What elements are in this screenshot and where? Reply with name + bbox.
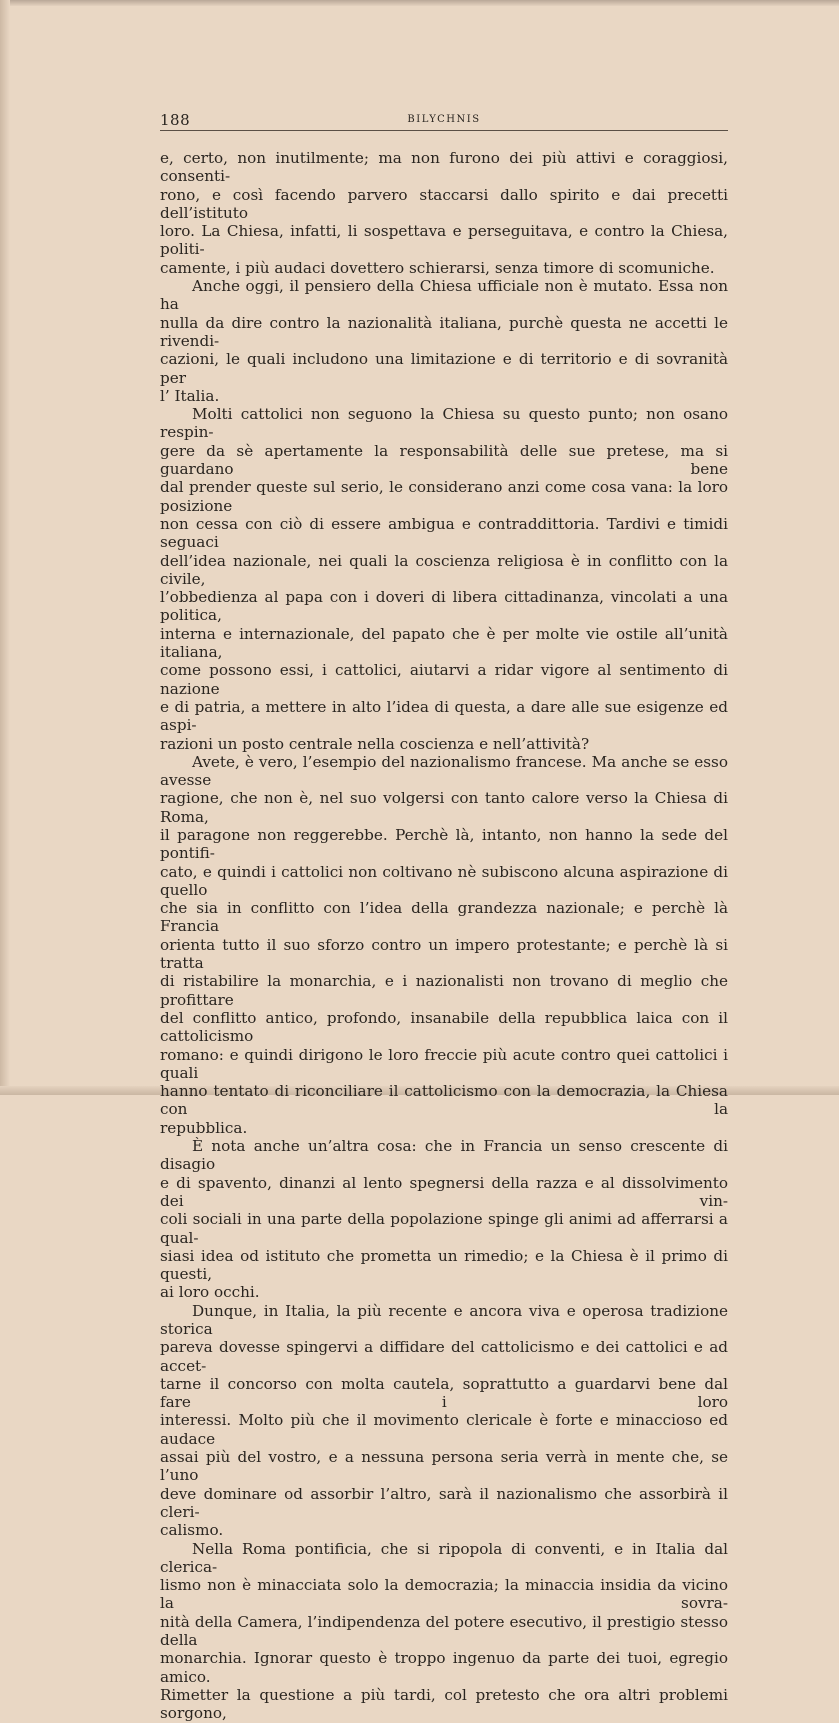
text-line: nulla da dire contro la nazionalità italiana, purchè questa ne accetti le rivendi- — [160, 313, 728, 350]
text-line: razioni un posto centrale nella coscienza e nell’attività? — [160, 734, 590, 753]
text-line: ai loro occhi. — [160, 1283, 260, 1302]
paragraph — [160, 1540, 728, 1723]
paragraph — [160, 1302, 728, 1540]
text-line: nità della Camera, l’indipendenza del potere esecutivo, il prestigio stesso della — [160, 1612, 728, 1650]
text-line: Nella Roma pontificia, che si ripopola di conventi, e in Italia dal clerica- — [160, 1539, 728, 1576]
text-line: Dunque, in Italia, la più recente e ancora viva e operosa tradizione storica — [160, 1301, 728, 1338]
body-text — [160, 149, 728, 1723]
text-line: loro. La Chiesa, infatti, li sospettava e perseguitava, e contro la Chiesa, politi- — [160, 222, 728, 259]
text-line: siasi idea od istituto che prometta un rimedio; e la Chiesa è il primo di questi, — [160, 1246, 728, 1284]
page-number: 188 — [160, 111, 191, 129]
paragraph — [160, 405, 728, 753]
text-line: tarne il concorso con molta cautela, soprattutto a guardarvi bene dal fare i loro — [160, 1374, 728, 1412]
text-line: hanno tentato di riconciliare il cattolicismo con la democrazia, la Chiesa con la — [160, 1082, 728, 1119]
text-line: e di spavento, dinanzi al lento spegnersi della razza e al dissolvimento dei vin- — [160, 1173, 728, 1210]
text-line: interna e internazionale, del papato che è per molte vie ostile all’unità italiana, — [160, 624, 728, 662]
text-line: ragione, che non è, nel suo volgersi con tanto calore verso la Chiesa di Roma, — [160, 789, 728, 826]
text-line: rono, e così facendo parvero staccarsi dallo spirito e dai precetti dell’istituto — [160, 185, 728, 222]
text-line: repubblica. — [160, 1118, 248, 1137]
text-line: di ristabilire la monarchia, e i nazionalisti non trovano di meglio che profittare — [160, 972, 728, 1009]
text-line: l’obbedienza al papa con i doveri di libera cittadinanza, vincolati a una politica, — [160, 588, 728, 625]
text-line: pareva dovesse spingervi a diffidare del cattolicismo e dei cattolici e ad accet- — [160, 1338, 728, 1375]
text-line: Avete, è vero, l’esempio del nazionalismo francese. Ma anche se esso avesse — [160, 752, 728, 790]
running-header — [160, 111, 728, 131]
paragraph — [160, 1137, 728, 1302]
text-line: come possono essi, i cattolici, aiutarvi a ridar vigore al sentimento di nazione — [160, 661, 728, 698]
text-line: e di patria, a mettere in alto l’idea di questa, a dare alle sue esigenze ed aspi- — [160, 697, 728, 735]
text-line: lismo non è minacciata solo la democrazia; la minaccia insidia da vicino la sovra- — [160, 1576, 728, 1613]
text-line: Anche oggi, il pensiero della Chiesa ufficiale non è mutato. Essa non ha — [160, 277, 728, 314]
text-line: Rimetter la questione a più tardi, col pretesto che ora altri problemi sorgono, — [160, 1685, 728, 1723]
running-title: BILYCHNIS — [407, 114, 481, 125]
text-line: e, certo, non inutilmente; ma non furono dei più attivi e coraggiosi, consenti- — [160, 149, 728, 186]
text-line: l’ Italia. — [160, 386, 220, 405]
text-line: assai più del vostro, e a nessuna persona seria verrà in mente che, se l’uno — [160, 1448, 728, 1485]
page-edge-left — [0, 0, 10, 1095]
text-line: calismo. — [160, 1521, 224, 1540]
text-line: interessi. Molto più che il movimento clericale è forte e minaccioso ed audace — [160, 1411, 728, 1448]
text-line: deve dominare od assorbir l’altro, sarà il nazionalismo che assorbirà il cleri- — [160, 1484, 728, 1521]
text-line: camente, i più audaci dovettero schierarsi, senza timore di scomuniche. — [160, 258, 715, 277]
text-line: Molti cattolici non seguono la Chiesa su questo punto; non osano respin- — [160, 405, 728, 442]
paragraph — [160, 149, 728, 277]
text-line: cazioni, le quali includono una limitazione e di territorio e di sovranità per — [160, 350, 728, 387]
text-line: monarchia. Ignorar questo è troppo ingenuo da parte dei tuoi, egregio amico. — [160, 1649, 728, 1686]
page-edge-top — [0, 0, 839, 6]
text-line: del conflitto antico, profondo, insanabile della repubblica laica con il cattolicismo — [160, 1008, 728, 1046]
text-line: dal prender queste sul serio, le considerano anzi come cosa vana: la loro posizione — [160, 478, 728, 515]
text-line: che sia in conflitto con l’idea della grandezza nazionale; e perchè là Francia — [160, 899, 728, 936]
header-rule — [160, 130, 728, 131]
text-line: dell’idea nazionale, nei quali la coscienza religiosa è in conflitto con la civile, — [160, 551, 728, 588]
text-line: non cessa con ciò di essere ambigua e contraddittoria. Tardivi e timidi seguaci — [160, 514, 728, 552]
text-line: romano: e quindi dirigono le loro freccie più acute contro quei cattolici i quali — [160, 1045, 728, 1082]
paragraph — [160, 753, 728, 1137]
text-line: gere da sè apertamente la responsabilità delle sue pretese, ma si guardano bene — [160, 441, 728, 479]
text-line: orienta tutto il suo sforzo contro un impero protestante; e perchè là si tratta — [160, 935, 728, 973]
text-line: il paragone non reggerebbe. Perchè là, intanto, non hanno la sede del pontifi- — [160, 825, 728, 863]
text-line: È nota anche un’altra cosa: che in Francia un senso crescente di disagio — [160, 1137, 728, 1174]
paragraph — [160, 277, 728, 405]
text-line: coli sociali in una parte della popolazione spinge gli animi ad afferrarsi a qual- — [160, 1210, 728, 1247]
text-line: cato, e quindi i cattolici non coltivano nè subiscono alcuna aspirazione di quello — [160, 862, 728, 899]
